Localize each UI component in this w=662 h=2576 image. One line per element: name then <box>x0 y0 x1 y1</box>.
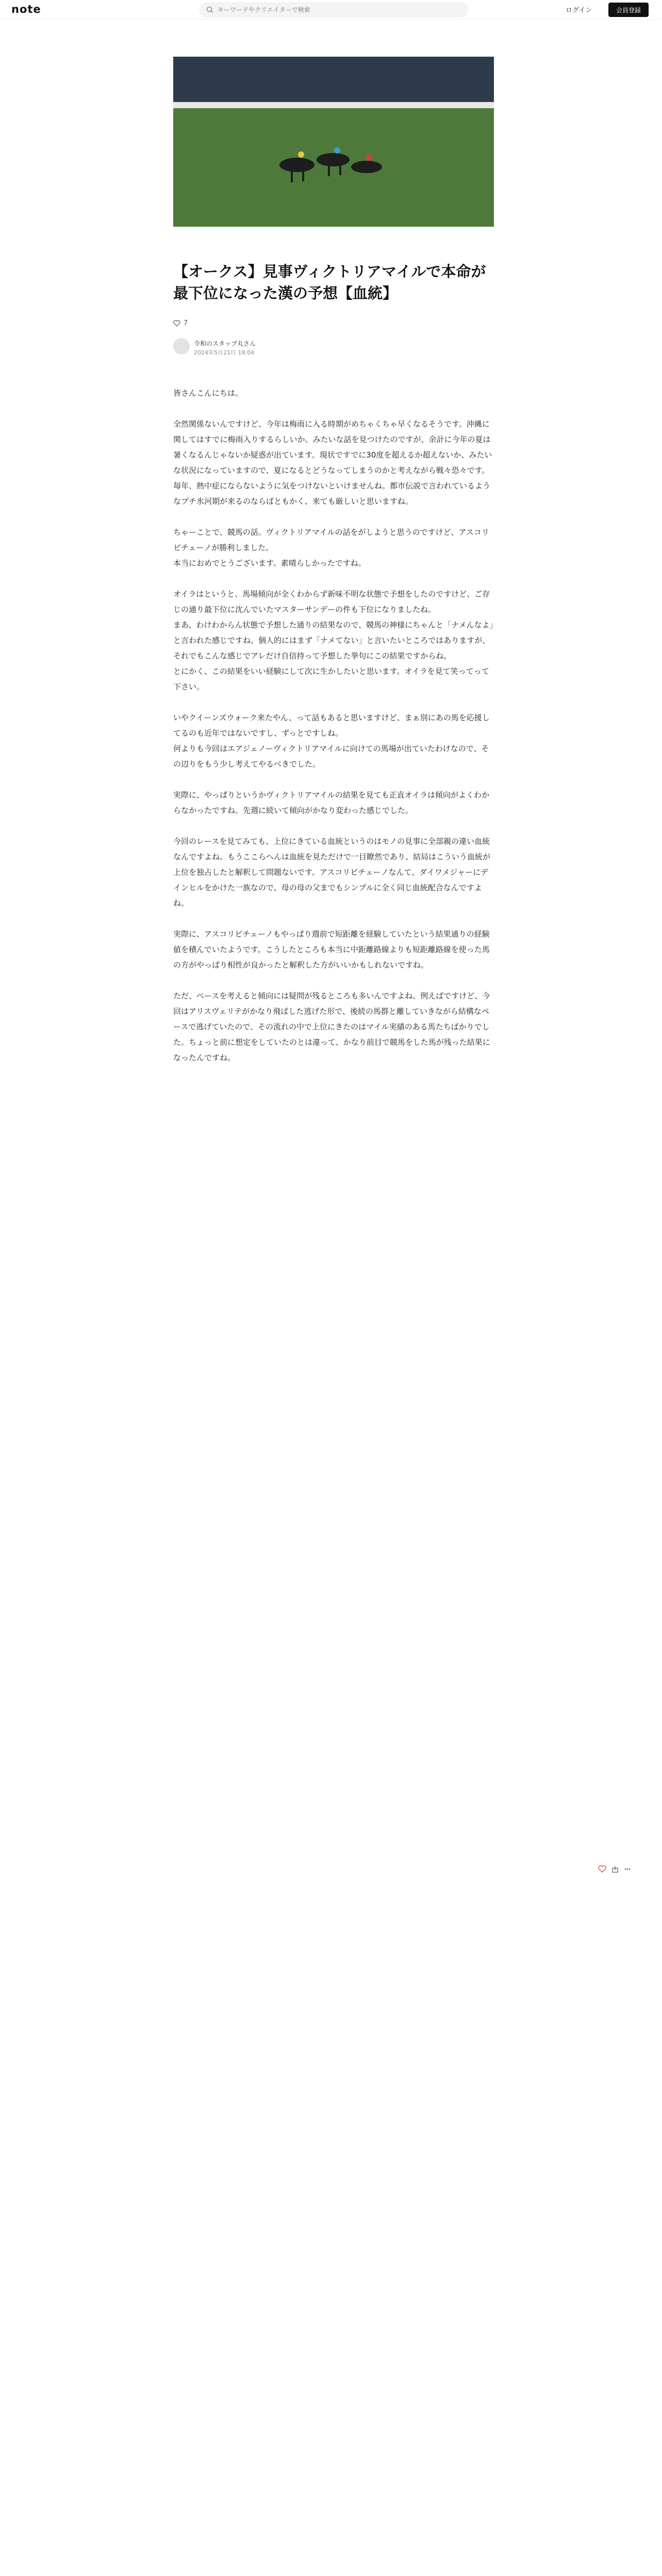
heart-icon[interactable] <box>173 320 180 327</box>
global-header <box>0 0 662 20</box>
article-title: 【オークス】見事ヴィクトリアマイルで本命が最下位になった漢の予想【血統】 <box>173 263 486 302</box>
more-icon[interactable] <box>624 1866 631 1873</box>
horse-race-photo <box>173 57 494 227</box>
like-count: 7 <box>184 319 188 327</box>
paragraph: 今回のレースを見てみても、上位にきている血統というのはモノの見事に全部親の違い血統なんですよね。もうここらへんは血統を見ただけで一目瞭然であり、結局はこういう血統が上位を独占したと解釈して問題ないです。アスコリピチェーノなんて、ダイワメジャーにデインヒルをかけた一族なので、母の母の父までもシンプルに全く同じ血統配合なんですよね。 <box>173 837 491 908</box>
signup-button[interactable]: 会員登録 <box>608 3 649 17</box>
like-row <box>173 319 188 327</box>
hero-image <box>173 57 494 227</box>
avatar[interactable] <box>173 338 190 354</box>
side-actions <box>598 1865 631 1873</box>
paragraph: 皆さんこんにちは。 <box>173 388 243 398</box>
share-icon[interactable] <box>611 1866 619 1873</box>
search-input[interactable] <box>218 6 455 13</box>
paragraph: オイラはというと、馬場傾向が全くわからず新味不明な状態で予想をしたのですけど、ご存じの通り最下位に沈んでいたマスターサンデーの件も下位になりましたね。 まあ、わけわからん状態で予想した通りの結果なので、競馬の神様にちゃんと「ナメんなよ」と言われた感じですね。個人的にはまず「ナメてない」と言いたいところではありますが、それでもこんな感じでアレだけ自信持って予想した挙句にこの結果ですからね。 とにかく、この結果をいい経験にして次に生かしたいと思います。オイラを見て笑ってって下さい。 <box>173 589 494 691</box>
post-date: 2024年5月21日 18:04 <box>194 349 255 356</box>
paragraph: ただ、ベースを考えると傾向には疑問が残るところも多いんですよね。例えばですけど、今回はアリスヴェリテがかなり飛ばした逃げた形で、後続の馬群と離していきながら結構なペースで逃げていたので、その流れの中で上位にきたのはマイル実績のある馬たちばかりでした。ちょっと前に想定をしていたのとは違って、かなり前目で競馬をした馬が残った結果になったんですね。 <box>173 991 490 1062</box>
paragraph: ちゃーことで、競馬の話。ヴィクトリアマイルの話をがしようと思うのですけど、アスコリピチェーノが勝利しました。 本当におめでとうございます。素晴らしかったですね。 <box>173 528 489 568</box>
login-link[interactable]: ログイン <box>566 7 592 14</box>
author-name[interactable]: 令和のスタップ丸さん <box>194 340 256 347</box>
paragraph: いやクイーンズウォーク来たやん、って話もあると思いますけど、まぁ別にあの馬を応援してるのも近年ではないですし、ずっとですしね。 何よりも今回はエアジェノーヴィクトリアマイルに向けての馬場が出ていたわけなので、その辺りをもう少し考えてやるべきでした。 <box>173 713 490 769</box>
search-icon <box>206 6 213 13</box>
article-body <box>173 385 494 1081</box>
paragraph: 実際に、アスコリピチェーノもやっぱり週前で短距離を経験していたという結果通りの経験値を積んでいたようです。こうしたところも本当に中距離路線よりも短距離路線を使った馬の方がやっぱり相性が良かったと解釈した方がいいかもしれないですね。 <box>173 929 490 970</box>
note-logo[interactable]: note <box>11 3 41 15</box>
heart-icon[interactable] <box>598 1865 606 1873</box>
search-bar[interactable] <box>199 2 468 18</box>
author-block <box>173 336 494 359</box>
paragraph: 全然関係ないんですけど、今年は梅雨に入る時期がめちゃくちゃ早くなるそうです。沖縄に関してはすでに梅雨入りするらしいか。みたいな話を見つけたのですが、余計に今年の夏は暑くなるんじゃないか疑惑が出ています。現状ですでに30度を超えるか超えないか、みたいな状況になっていますので、夏になるとどうなってしまうのかと考えながら戦々恐々です。毎年、熱中症にならないように気をつけないといけませんね。都市伝説で言われているようなプチ氷河期が来るのならばともかく、来ても厳しいと思いますね。 <box>173 419 492 506</box>
paragraph: 実際に、やっぱりというかヴィクトリアマイルの結果を見ても正直オイラは傾向がよくわからなかったですね。先週に続いて傾向がかなり変わった感じでした。 <box>173 790 490 815</box>
